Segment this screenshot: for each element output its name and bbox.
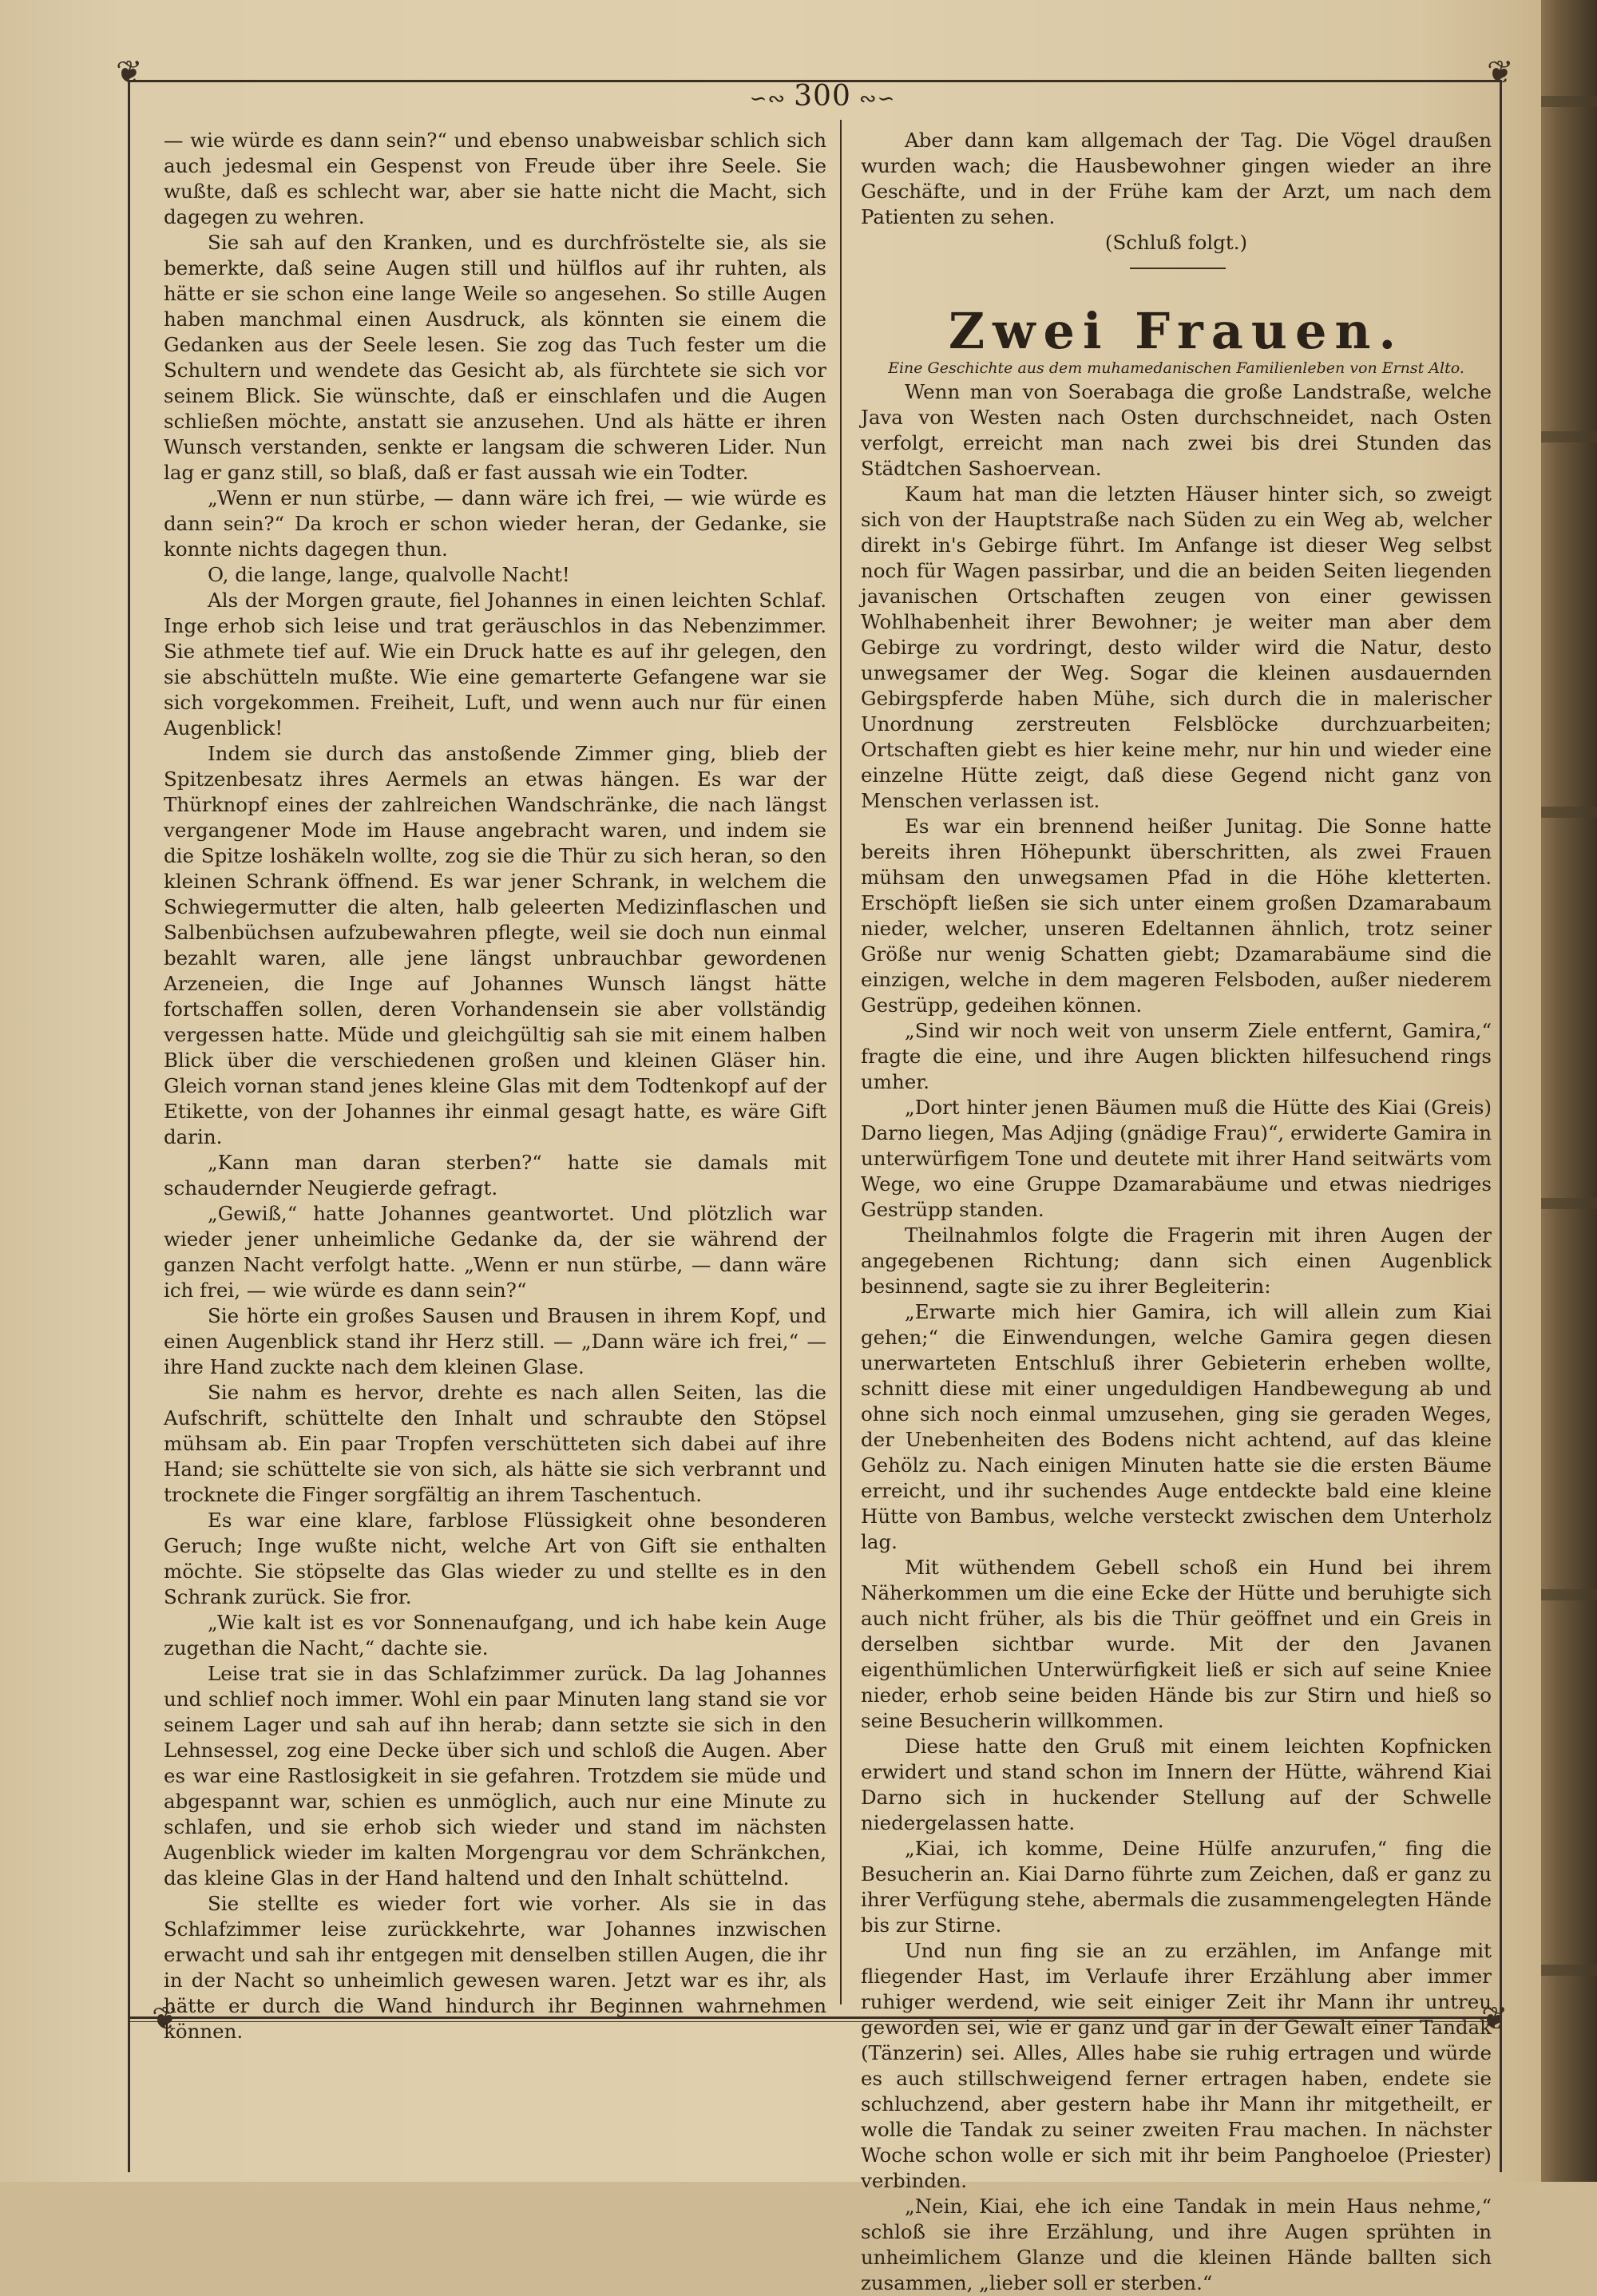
right-column-top (861, 128, 1492, 256)
paragraph: Als der Morgen graute, fiel Johannes in einen leichten Schlaf. Inge erhob sich leise und trat geräuschlos in das Nebenzimmer. Sie athmete tief auf. Wie ein Druck hatte es auf ihr gelegen, den sie abschütteln mußte. Wie eine gemarterte Gefangene war sie sich vorgekommen. Freiheit, Luft, und wenn auch nur für einen Augenblick! (164, 589, 826, 740)
page-number: ∽∾ 300 ∾∽ (749, 80, 896, 113)
paragraph: „Nein, Kiai, ehe ich eine Tandak in mein Haus nehme,“ schloß sie ihre Erzählung, und ihre Augen sprühten in unheimlichem Glanze und die kleinen Hände ballten sich zusammen, „lieber soll er sterben.“ (861, 2195, 1492, 2294)
corner-ornament-icon: ❦ (152, 2001, 179, 2037)
paragraph: Sie stellte es wieder fort wie vorher. Als sie in das Schlafzimmer leise zurückkehrte, war Johannes inzwischen erwacht und sah ihr entgegen mit denselben stillen Augen, die ihr in der Nacht so unheimlich gewesen waren. Jetzt war es ihr, als hätte er durch die Wand hindurch ihr Beginnen wahrnehmen können. (164, 1892, 826, 2043)
corner-ornament-icon: ❦ (1487, 54, 1514, 91)
paragraph: „Kiai, ich komme, Deine Hülfe anzurufen,“ fing die Besucherin an. Kiai Darno führte zum Zeichen, daß er ganz zu ihrer Verfügung stehe, abermals die zusammengelegten Hände bis zur Stirne. (861, 1837, 1492, 1937)
paragraph: Sie hörte ein großes Sausen und Brausen in ihrem Kopf, und einen Augenblick stand ihr Herz still. — „Dann wäre ich frei,“ — ihre Hand zuckte nach dem kleinen Glase. (164, 1304, 826, 1378)
paragraph: Sie sah auf den Kranken, und es durchfröstelte sie, als sie bemerkte, daß seine Augen still und hülflos auf ihr ruhten, als hätte er sie schon eine lange Weile so angesehen. So stille Augen haben manchmal einen Ausdruck, als könnten sie einem die Gedanken aus der Seele lesen. Sie zog das Tuch fester um die Schultern und wendete das Gesicht ab, als fürchtete sie sich vor seinem Blick. Sie wünschte, daß er einschlafen und die Augen schließen möchte, anstatt sie anzusehen. Und als hätte er ihren Wunsch verstanden, senkte er langsam die schweren Lider. Nun lag er ganz still, so blaß, daß er fast aussah wie ein Todter. (164, 231, 826, 484)
paragraph: „Wenn er nun stürbe, — dann wäre ich frei, — wie würde es dann sein?“ Da kroch er schon wieder heran, der Gedanke, sie konnte nichts dagegen thun. (164, 486, 826, 561)
paragraph: „Wie kalt ist es vor Sonnenaufgang, und ich habe kein Auge zugethan die Nacht,“ dachte sie. (164, 1611, 826, 1660)
frame-left-rule (128, 80, 130, 2172)
paragraph: „Gewiß,“ hatte Johannes geantwortet. Und plötzlich war wieder jener unheimliche Gedanke da, der sie während der ganzen Nacht verfolgt hatte. „Wenn er nun stürbe, — dann wäre ich frei, — wie würde es dann sein?“ (164, 1202, 826, 1302)
swirl-ornament-icon: ∽∾ (749, 87, 787, 111)
paragraph: Es war ein brennend heißer Junitag. Die Sonne hatte bereits ihren Höhepunkt überschritten, als zwei Frauen mühsam den unwegsamen Pfad in die Höhe kletterten. Erschöpft ließen sie sich unter einem großen Dzamarabaum nieder, welcher, unseren Edeltannen ähnlich, trotz seiner Größe nur wenig Schatten giebt; Dzamarabäume sind die einzigen, welche in dem mageren Felsboden, außer niederem Gestrüpp, gedeihen können. (861, 815, 1492, 1017)
paragraph: Indem sie durch das anstoßende Zimmer ging, blieb der Spitzenbesatz ihres Aermels an etwas hängen. Es war der Thürknopf eines der zahlreichen Wandschränke, die nach längst vergangener Mode im Hause angebracht waren, und indem sie die Spitze loshäkeln wollte, zog sie die Thür zu sich heran, so den kleinen Schrank öffnend. Es war jener Schrank, in welchem die Schwiegermutter die alten, halb geleerten Medizinflaschen und Salbenbüchsen aufzubewahren pflegte, weil sie doch nun einmal bezahlt waren, alle jene längst unbrauchbar gewordenen Arzeneien, die Inge auf Johannes Wunsch längst hätte fortschaffen sollen, deren Vorhandensein sie aber vollständig vergessen hatte. Müde und gleichgültig sah sie mit einem halben Blick über die verschiedenen großen und kleinen Gläser hin. Gleich vornan stand jenes kleine Glas mit dem Todtenkopf auf der Etikette, von der Johannes ihr einmal gesagt hatte, es wäre Gift darin. (164, 742, 826, 1148)
paragraph: — wie würde es dann sein?“ und ebenso unabweisbar schlich sich auch jedesmal ein Gespenst von Freude über ihre Seele. Sie wußte, daß es schlecht war, aber sie hatte nicht die Macht, sich dagegen zu wehren. (164, 129, 826, 228)
paragraph: Leise trat sie in das Schlafzimmer zurück. Da lag Johannes und schlief noch immer. Wohl ein paar Minuten lang stand sie vor seinem Lager und sah auf ihn herab; dann setzte sie sich in den Lehnsessel, zog eine Decke über sich und schloß die Augen. Aber es war eine Rastlosigkeit in sie gefahren. Trotzdem sie müde und abgespannt war, schien es unmöglich, auch nur eine Minute zu schlafen, und sie erhob sich wieder und stand im nächsten Augenblick wieder im kalten Morgengrau vor dem Schränkchen, das kleine Glas in der Hand haltend und den Inhalt schüttelnd. (164, 1662, 826, 1890)
section-separator (1130, 268, 1226, 269)
corner-ornament-icon: ❦ (116, 54, 143, 91)
paragraph: „Erwarte mich hier Gamira, ich will allein zum Kiai gehen;“ die Einwendungen, welche Gamira gegen diesen unerwarteten Entschluß ihrer Gebieterin erheben wollte, schnitt diese mit einer ungeduldigen Handbewegung ab und ohne sich noch einmal umzusehen, ging sie geraden Weges, der Unebenheiten des Bodens nicht achtend, auf das kleine Gehölz zu. Nach einigen Minuten hatte sie die ersten Bäume erreicht, und ihr suchendes Auge entdeckte bald eine kleine Hütte von Bambus, welche versteckt zwischen dem Unterholz lag. (861, 1300, 1492, 1553)
swirl-ornament-icon: ∾∽ (858, 87, 896, 111)
continuation-note: (Schluß folgt.) (1104, 231, 1248, 254)
paragraph: Sie nahm es hervor, drehte es nach allen Seiten, las die Aufschrift, schüttelte den Inhalt und schraubte den Stöpsel mühsam ab. Ein paar Tropfen verschütteten sich dabei auf ihre Hand; sie schüttelte sie von sich, als hätte sie sich verbrannt und trocknete die Finger sorgfältig an ihrem Taschentuch. (164, 1381, 826, 1506)
paragraph: Theilnahmlos folgte die Fragerin mit ihren Augen der angegebenen Richtung; dann sich einen Augenblick besinnend, sagte sie zu ihrer Begleiterin: (861, 1223, 1492, 1298)
paragraph: Kaum hat man die letzten Häuser hinter sich, so zweigt sich von der Hauptstraße nach Süden zu ein Weg ab, welcher direkt in's Gebirge führt. Im Anfange ist dieser Weg selbst noch für Wagen passirbar, und die an beiden Seiten liegenden javanischen Ortschaften zeugen von einer gewissen Wohlhabenheit ihrer Bewohner; je weiter man aber dem Gebirge zu vordringt, desto wilder wird die Natur, desto unwegsamer der Weg. Sogar die kleinen ausdauernden Gebirgspferde haben Mühe, sich durch die in malerischer Unordnung zerstreuten Felsblöcke durchzuarbeiten; Ortschaften giebt es hier keine mehr, nur hin und wieder eine einzelne Hütte zeigt, daß diese Gegend nicht ganz von Menschen verlassen ist. (861, 482, 1492, 812)
paragraph: Es war eine klare, farblose Flüssigkeit ohne besonderen Geruch; Inge wußte nicht, welche Art von Gift sie enthalten möchte. Sie stöpselte das Glas wieder zu und stellte es in den Schrank zurück. Sie fror. (164, 1509, 826, 1608)
paragraph: O, die lange, lange, qualvolle Nacht! (208, 563, 570, 586)
paragraph: „Dort hinter jenen Bäumen muß die Hütte des Kiai (Greis) Darno liegen, Mas Adjing (gnädige Frau)“, erwiderte Gamira in unterwürfigem Tone und deutete mit ihrer Hand seitwärts vom Wege, wo eine Gruppe Dzamarabäume und etwas niedriges Gestrüpp standen. (861, 1096, 1492, 1221)
story-title: Zwei Frauen. (948, 302, 1405, 360)
left-column (164, 128, 826, 2044)
column-divider (840, 120, 842, 2005)
right-column (861, 379, 1492, 2296)
paragraph: Und nun fing sie an zu erzählen, im Anfange mit fliegender Hast, im Verlaufe ihrer Erzählung aber immer ruhiger werdend, wie seit einiger Zeit ihr Mann ihr untreu geworden sei, wie er ganz und gar in der Gewalt einer Tandak (Tänzerin) sei. Alles, Alles habe sie ruhig ertragen und würde es auch stillschweigend ferner ertragen haben, endete sie schluchzend, aber gestern habe ihr Mann ihr mitgetheilt, er wolle die Tandak zu seiner zweiten Frau machen. In nächster Woche schon wolle er sich mit ihr beim Panghoeloe (Priester) verbinden. (861, 1939, 1492, 2192)
book-binding-edge (1541, 0, 1597, 2182)
story-subtitle: Eine Geschichte aus dem muhamedanischen Familienleben von Ernst Alto. (888, 359, 1464, 377)
frame-right-rule (1500, 80, 1502, 2172)
paragraph: Aber dann kam allgemach der Tag. Die Vögel draußen wurden wach; die Hausbewohner gingen wieder an ihre Geschäfte, und in der Frühe kam der Arzt, um nach dem Patienten zu sehen. (861, 129, 1492, 228)
paragraph: Wenn man von Soerabaga die große Landstraße, welche Java von Westen nach Osten durchschneidet, nach Osten verfolgt, erreicht man nach zwei bis drei Stunden das Städtchen Sashoervean. (861, 380, 1492, 480)
paragraph: „Sind wir noch weit von unserm Ziele entfernt, Gamira,“ fragte die eine, und ihre Augen blickten hilfesuchend rings umher. (861, 1019, 1492, 1093)
paragraph: Diese hatte den Gruß mit einem leichten Kopfnicken erwidert und stand schon im Innern der Hütte, während Kiai Darno sich in huckender Stellung auf der Schwelle niedergelassen hatte. (861, 1735, 1492, 1834)
paragraph: Mit wüthendem Gebell schoß ein Hund bei ihrem Näherkommen um die eine Ecke der Hütte und beruhigte sich auch nicht früher, als bis die Thür geöffnet und ein Greis in derselben sichtbar wurde. Mit der den Javanen eigenthümlichen Unterwürfigkeit ließ er sich auf seine Kniee nieder, erhob seine beiden Hände bis zur Stirn und hieß so seine Besucherin willkommen. (861, 1556, 1492, 1732)
paragraph: „Kann man daran sterben?“ hatte sie damals mit schaudernder Neugierde gefragt. (164, 1151, 826, 1200)
corner-ornament-icon: ❦ (1481, 2001, 1508, 2037)
